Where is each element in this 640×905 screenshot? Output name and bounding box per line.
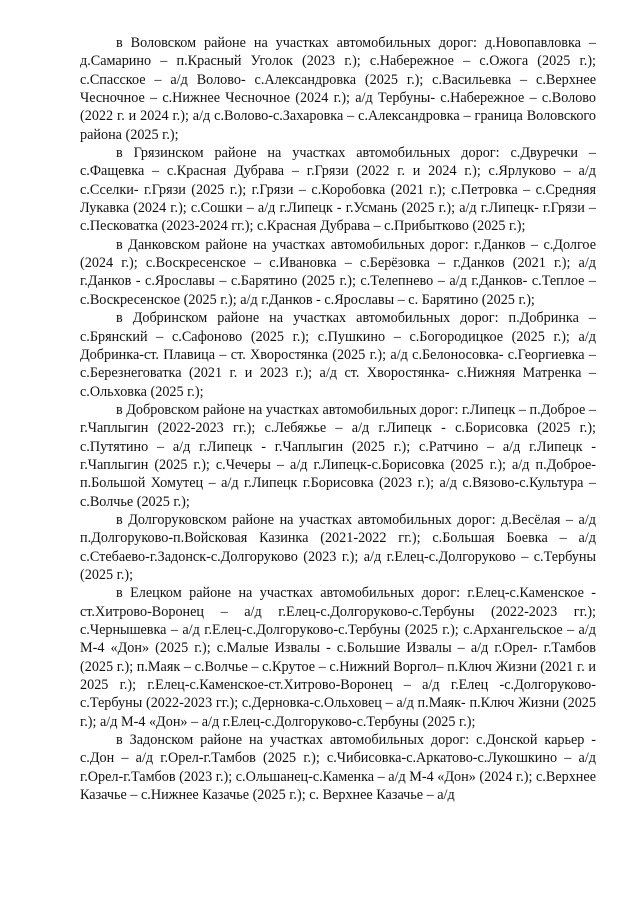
paragraph-eletsky-district: в Елецком районе на участках автомобильных дорог: г.Елец-с.Каменское - ст.Хитрово-Воронец – а/д г.Елец-с.Долгоруково-с.Тербуны (2022-2023 гг.); с.Чернышевка – а/д г.Елец-с.Долгоруково-с.Тербуны (2025 г.); с.Архангельское – а/д М-4 «Дон» (2025 г.); с.Малые Извалы - с.Большие Извалы – а/д г.Орел- г.Тамбов (2025 г.); п.Маяк – с.Волчье – с.Крутое – с.Нижний Воргол– п.Ключ Жизни (2021 г. и 2025 г.); г.Елец-с.Каменское-ст.Хитрово-Воронец – а/д г.Елец -с.Долгоруково-с.Тербуны (2022-2023 гг.); с.Дерновка-с.Ольховец – а/д п.Маяк- п.Ключ Жизни (2025 г.); а/д М-4 «Дон» – а/д г.Елец-с.Долгоруково-с.Тербуны (2025 г.); bbox=[80, 585, 596, 730]
paragraph-dobrinsky-district: в Добринском районе на участках автомобильных дорог: п.Добринка – с.Брянский – с.Сафоново (2025 г.); с.Пушкино – с.Богородицкое (2025 г.); а/д Добринка-ст. Плавица – ст. Хворостянка (2025 г.); а/д с.Белоносовка- с.Георгиевка – с.Березнеговатка (2021 г. и 2023 г.); а/д ст. Хворостянка- с.Нижняя Матренка – с.Ольховка (2025 г.); bbox=[80, 310, 596, 400]
paragraph-volovsky-district: в Воловском районе на участках автомобильных дорог: д.Новопавловка – д.Самарино – п.Красный Уголок (2023 г.); с.Набережное – с.Ожога (2025 г.); с.Спасское – а/д Волово- с.Александровка (2025 г.); с.Васильевка – с.Верхнее Чесночное – с.Нижнее Чесночное (2024 г.); а/д Тербуны- с.Набережное – с.Волово (2022 г. и 2024 г.); а/д с.Волово-с.Захаровка – с.Александровка – граница Воловского района (2025 г.); bbox=[80, 35, 596, 143]
paragraph-gryazinsky-district: в Грязинском районе на участках автомобильных дорог: с.Двуречки – с.Фащевка – с.Красная Дубрава – г.Грязи (2022 г. и 2024 г.); с.Ярлуково – а/д с.Сселки- г.Грязи (2025 г.); г.Грязи – с.Коробовка (2021 г.); с.Петровка – с.Средняя Лукавка (2024 г.); с.Сошки – а/д г.Липецк - г.Усмань (2025 г.); а/д г.Липецк- г.Грязи – с.Песковатка (2023-2024 гг.); с.Красная Дубрава – с.Прибытково (2025 г.); bbox=[80, 145, 596, 235]
paragraph-dankovsky-district: в Данковском районе на участках автомобильных дорог: г.Данков – с.Долгое (2024 г.); с.Воскресенское – с.Ивановка – с.Берёзовка – г.Данков (2021 г.); а/д г.Данков - с.Ярославы – с.Барятино (2025 г.); с.Телепнево – а/д г.Данков- с.Теплое – с.Воскресенское (2025 г.); а/д г.Данков - с.Ярославы – с. Барятино (2025 г.); bbox=[80, 236, 596, 308]
paragraph-zadonsky-district: в Задонском районе на участках автомобильных дорог: с.Донской карьер - с.Дон – а/д г.Орел-г.Тамбов (2025 г.); с.Чибисовка-с.Аркатово-с.Лукошкино – а/д г.Орел-г.Тамбов (2023 г.); с.Ольшанец-с.Каменка – а/д М-4 «Дон» (2024 г.); с.Верхнее Казачье – с.Нижнее Казачье (2025 г.); с. Верхнее Казачье – а/д bbox=[80, 732, 596, 804]
paragraph-dobrovsky-district: в Добровском районе на участках автомобильных дорог: г.Липецк – п.Доброе – г.Чаплыгин (2022-2023 гг.); с.Лебяжье – а/д г.Липецк - с.Борисовка (2025 г.); с.Путятино – а/д г.Липецк - г.Чаплыгин (2025 г.); с.Ратчино – а/д г.Липецк - г.Чаплыгин (2025 г.); с.Чечеры – а/д г.Липецк-с.Борисовка (2025 г.); а/д п.Доброе-п.Большой Хомутец – а/д г.Липецк г.Борисовка (2023 г.); а/д с.Вязово-с.Культура – с.Волчье (2025 г.); bbox=[80, 401, 596, 510]
paragraph-dolgorukovsky-district: в Долгоруковском районе на участках автомобильных дорог: д.Весёлая – а/д п.Долгоруково-п.Войсковая Казинка (2021-2022 гг.); с.Большая Боевка – а/д с.Стебаево-г.Задонск-с.Долгоруково (2023 г.); а/д г.Елец-с.Долгоруково – с.Тербуны (2025 г.); bbox=[80, 511, 596, 583]
document-page bbox=[80, 34, 596, 804]
